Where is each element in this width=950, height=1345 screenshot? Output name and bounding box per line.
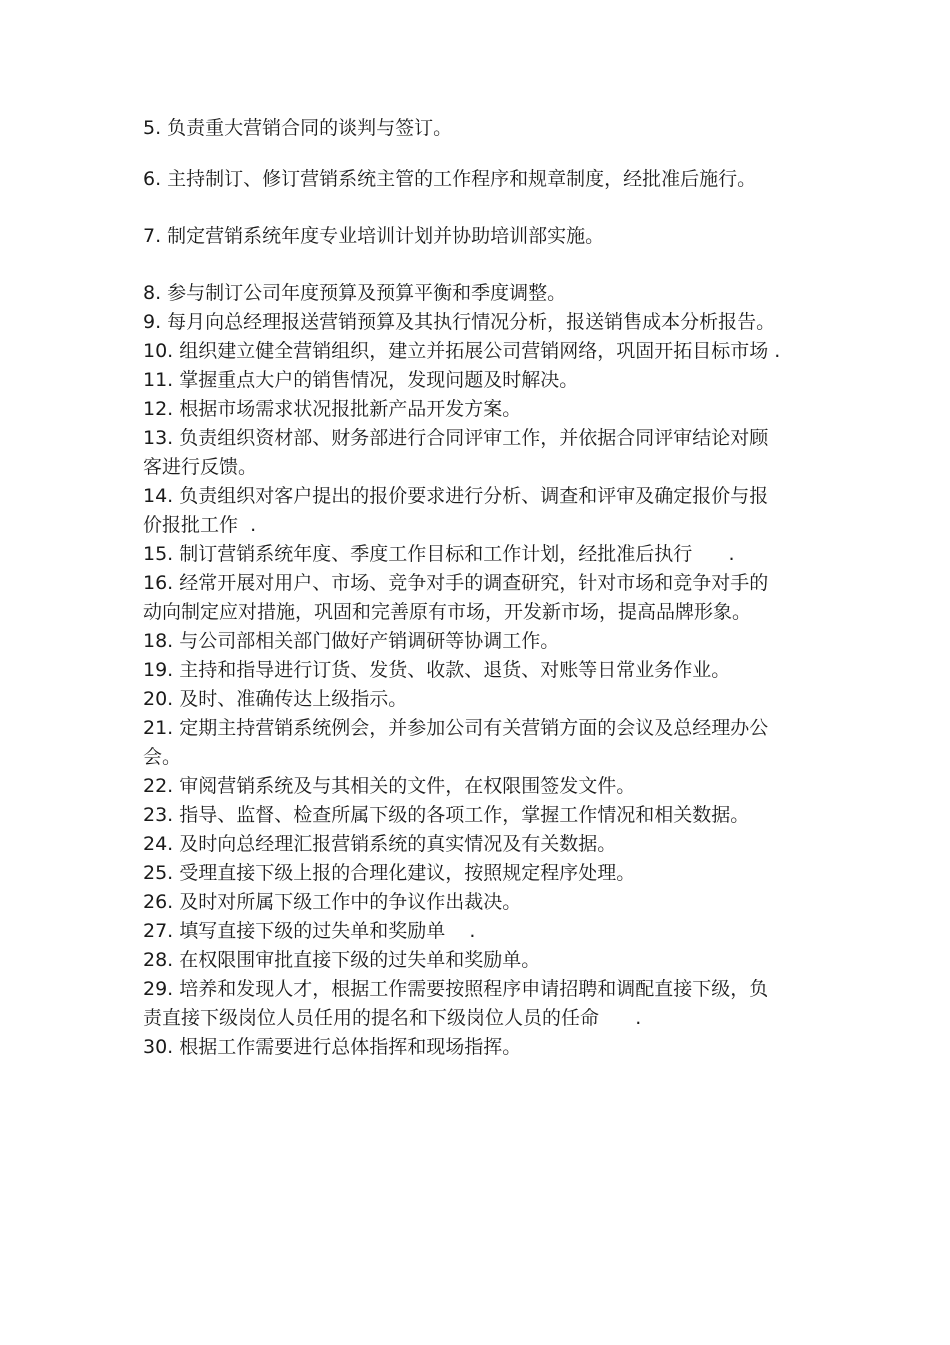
list-item: 12. 根据市场需求状况报批新产品开发方案。: [143, 398, 522, 420]
list-item: 21. 定期主持营销系统例会，并参加公司有关营销方面的会议及总经理办公会。: [143, 717, 769, 768]
list-item: 30. 根据工作需要进行总体指挥和现场指挥。: [143, 1036, 522, 1058]
list-item: 23. 指导、监督、检查所属下级的各项工作，掌握工作情况和相关数据。: [143, 804, 750, 826]
list-item: 28. 在权限围审批直接下级的过失单和奖励单。: [143, 949, 541, 971]
list-item: 7. 制定营销系统年度专业培训计划并协助培训部实施。: [143, 225, 605, 247]
list-item: 5. 负责重大营销合同的谈判与签订。: [143, 117, 453, 139]
list-item: 26. 及时对所属下级工作中的争议作出裁决。: [143, 891, 522, 913]
list-item: 9. 每月向总经理报送营销预算及其执行情况分析，报送销售成本分析报告。: [143, 311, 776, 333]
list-item: 24. 及时向总经理汇报营销系统的真实情况及有关数据。: [143, 833, 617, 855]
list-item: 6. 主持制订、修订营销系统主管的工作程序和规章制度，经批准后施行。: [143, 168, 757, 190]
list-item: 8. 参与制订公司年度预算及预算平衡和季度调整。: [143, 282, 567, 304]
list-item: 15. 制订营销系统年度、季度工作目标和工作计划，经批准后执行 .: [143, 543, 735, 565]
list-item: 14. 负责组织对客户提出的报价要求进行分析、调查和评审及确定报价与报价报批工作 .: [143, 485, 769, 536]
list-item: 16. 经常开展对用户、市场、竞争对手的调查研究，针对市场和竞争对手的动向制定应对措施，巩固和完善原有市场，开发新市场，提高品牌形象。: [143, 572, 769, 623]
list-item: 20. 及时、准确传达上级指示。: [143, 688, 408, 710]
list-item: 11. 掌握重点大户的销售情况，发现问题及时解决。: [143, 369, 579, 391]
list-item: 10. 组织建立健全营销组织，建立并拓展公司营销网络，巩固开拓目标市场 .: [143, 340, 781, 362]
list-item: 22. 审阅营销系统及与其相关的文件，在权限围签发文件。: [143, 775, 636, 797]
list-item: 13. 负责组织资材部、财务部进行合同评审工作，并依据合同评审结论对顾客进行反馈。: [143, 427, 769, 478]
list-item: 18. 与公司部相关部门做好产销调研等协调工作。: [143, 630, 560, 652]
duty-list: [143, 114, 783, 1062]
list-item: 29. 培养和发现人才，根据工作需要按照程序申请招聘和调配直接下级，负责直接下级岗位人员任用的提名和下级岗位人员的任命 .: [143, 978, 769, 1029]
list-item: 27. 填写直接下级的过失单和奖励单 .: [143, 920, 476, 942]
list-item: 25. 受理直接下级上报的合理化建议，按照规定程序处理。: [143, 862, 636, 884]
list-item: 19. 主持和指导进行订货、发货、收款、退货、对账等日常业务作业。: [143, 659, 731, 681]
